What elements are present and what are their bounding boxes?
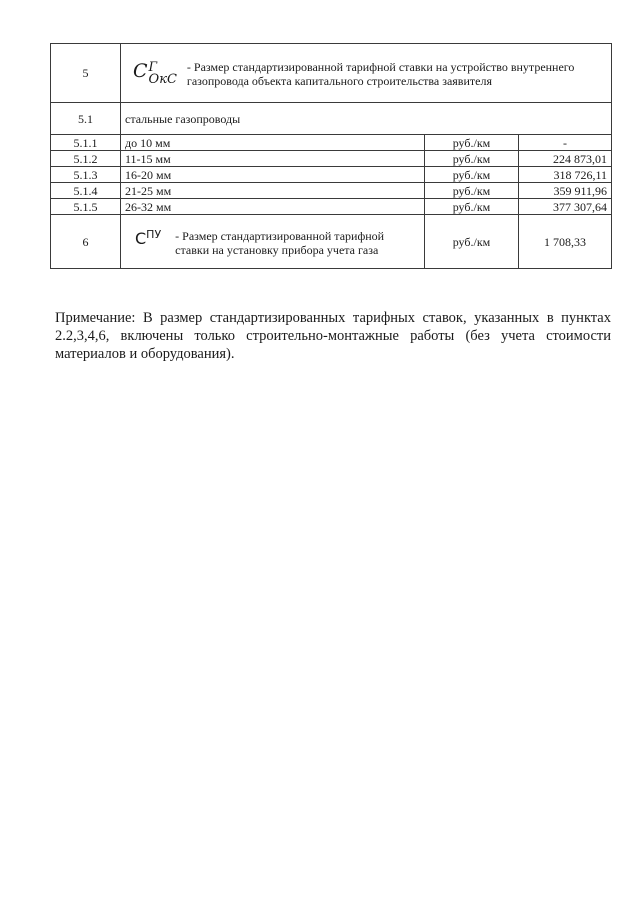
- row-description: [121, 215, 425, 269]
- table-row: [51, 183, 612, 199]
- row-name: 21-25 мм: [121, 183, 425, 199]
- row-unit: руб./км: [425, 151, 519, 167]
- row-value: 1 708,33: [519, 215, 612, 269]
- row-name: 16-20 мм: [121, 167, 425, 183]
- row-value: 224 873,01: [519, 151, 612, 167]
- row-number: 5.1.3: [51, 167, 121, 183]
- row-text: - Размер стандартизированной тарифной ставки на установку прибора учета газа: [175, 228, 385, 257]
- tariff-symbol: $C^{ПУ}$: [135, 227, 162, 248]
- table-row-5-1: [51, 103, 612, 135]
- table-row: [51, 167, 612, 183]
- row-value: 359 911,96: [519, 183, 612, 199]
- tariff-table: [50, 43, 612, 269]
- row-text: - Размер стандартизированной тарифной ставки на устройство внутреннего газопровода объекта капитального строительства заявителя: [186, 60, 575, 88]
- footnote: Примечание: В размер стандартизированных тарифных ставок, указанных в пунктах 2.2,3,4,6, включены только строительно-монтажные работы (без учета стоимости материалов и оборудования).: [55, 309, 611, 362]
- row-name: 11-15 мм: [121, 151, 425, 167]
- row-number: 5.1.2: [51, 151, 121, 167]
- row-value: 318 726,11: [519, 167, 612, 183]
- table-row-6: [51, 215, 612, 269]
- row-number: 5.1: [51, 103, 121, 135]
- row-unit: руб./км: [425, 167, 519, 183]
- row-value: 377 307,64: [519, 199, 612, 215]
- row-description: [121, 44, 612, 103]
- row-number: 6: [51, 215, 121, 269]
- row-unit: руб./км: [425, 215, 519, 269]
- table-row: [51, 151, 612, 167]
- row-number: 5.1.5: [51, 199, 121, 215]
- row-name: до 10 мм: [121, 135, 425, 151]
- row-unit: руб./км: [425, 135, 519, 151]
- row-name: 26-32 мм: [121, 199, 425, 215]
- row-text: стальные газопроводы: [121, 103, 612, 135]
- row-unit: руб./км: [425, 199, 519, 215]
- row-number: 5: [51, 44, 121, 103]
- table-row: [51, 199, 612, 215]
- table-row: [51, 135, 612, 151]
- row-value: -: [519, 135, 612, 151]
- row-unit: руб./км: [425, 183, 519, 199]
- tariff-symbol: C Г ОкС: [133, 60, 177, 87]
- table-row-5: [51, 44, 612, 103]
- row-number: 5.1.1: [51, 135, 121, 151]
- row-number: 5.1.4: [51, 183, 121, 199]
